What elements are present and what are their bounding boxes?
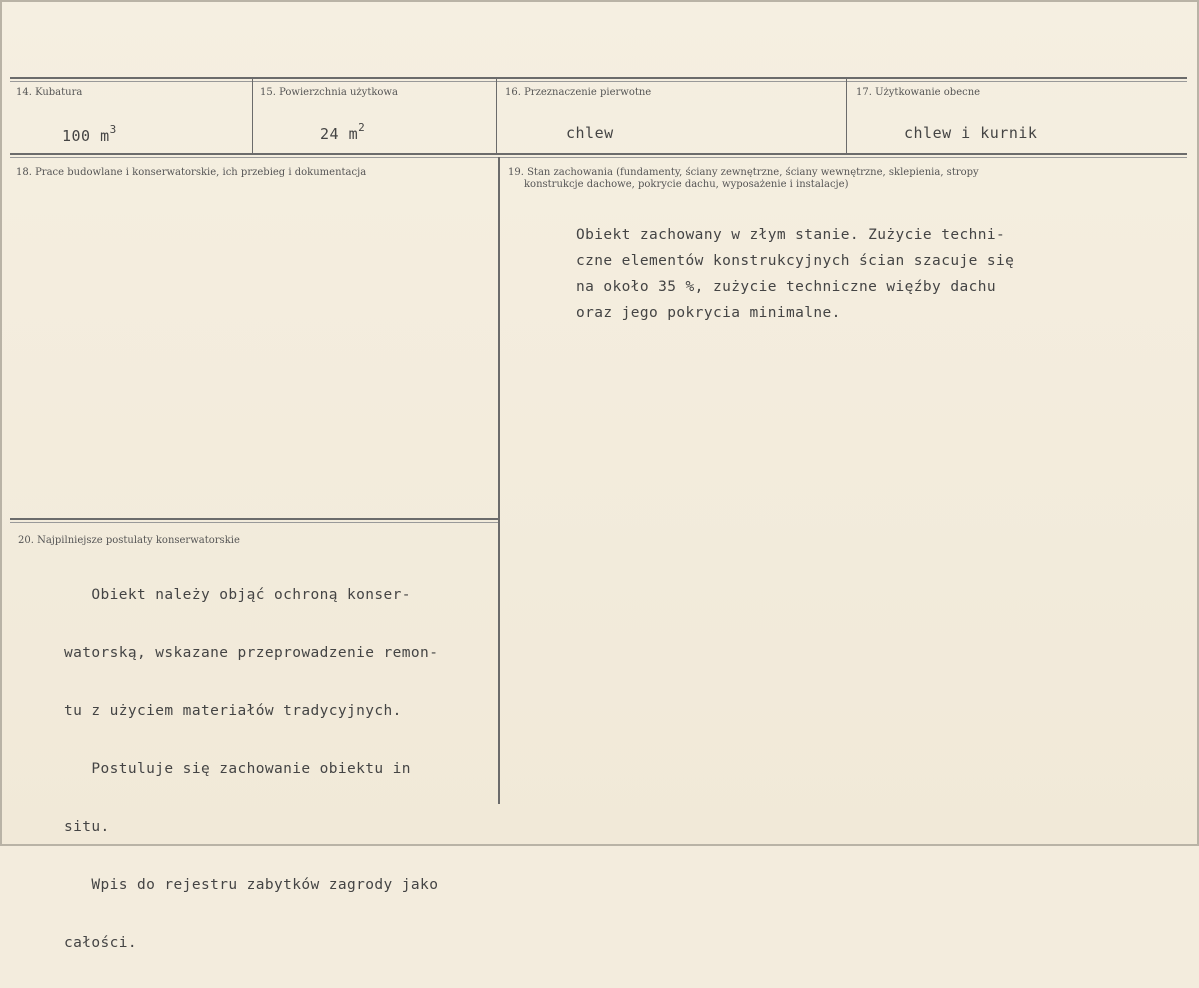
text-line: całości. — [64, 935, 138, 951]
divider — [496, 79, 497, 153]
text-line: czne elementów konstrukcyjnych ścian szacuje się — [576, 253, 1015, 269]
row-rule-thin — [10, 157, 1187, 158]
prace-label: 18. Prace budowlane i konserwatorskie, ich przebieg i dokumentacja — [16, 167, 367, 178]
stan-label: 19. Stan zachowania (fundamenty, ściany zewnętrzne, ściany wewnętrzne, sklepienia, stropy — [508, 167, 979, 178]
stan-text — [576, 222, 1014, 326]
uzytkowanie-label: 17. Użytkowanie obecne — [856, 87, 981, 98]
przeznaczenie-label: 16. Przeznaczenie pierwotne — [505, 87, 652, 98]
text-line: na około 35 %, zużycie techniczne więźby dachu — [576, 279, 996, 295]
row-rule — [10, 153, 1187, 155]
uzytkowanie-value: chlew i kurnik — [904, 124, 1038, 142]
text-line: Wpis do rejestru zabytków zagrody jako — [64, 877, 439, 893]
text-line: watorską, wskazane przeprowadzenie remon- — [64, 645, 439, 661]
postulaty-text — [64, 550, 438, 988]
powierzchnia-value: 24 $m^2$ — [320, 121, 366, 143]
kubatura-label: 14. Kubatura — [16, 87, 83, 98]
text-line: Obiekt zachowany w złym stanie. Zużycie techni- — [576, 227, 1006, 243]
postulaty-label: 20. Najpilniejsze postulaty konserwatorskie — [18, 535, 240, 546]
text-line: Postuluje się zachowanie obiektu in — [64, 761, 411, 777]
kubatura-value: 100 $m^3$ — [62, 123, 117, 145]
stan-label-2: konstrukcje dachowe, pokrycie dachu, wyposażenie i instalacje) — [524, 179, 849, 190]
text-line: oraz jego pokrycia minimalne. — [576, 305, 841, 321]
divider — [252, 79, 253, 153]
top-rule-thin — [10, 81, 1187, 82]
text-line: situ. — [64, 819, 110, 835]
powierzchnia-label: 15. Powierzchnia użytkowa — [260, 87, 398, 98]
text-line: tu z użyciem materiałów tradycyjnych. — [64, 703, 402, 719]
section-rule — [10, 518, 498, 520]
divider — [498, 157, 500, 804]
top-rule — [10, 77, 1187, 79]
przeznaczenie-value: chlew — [566, 124, 614, 142]
section-rule-thin — [10, 522, 498, 523]
text-line: Obiekt należy objąć ochroną konser- — [64, 587, 411, 603]
divider — [846, 79, 847, 153]
